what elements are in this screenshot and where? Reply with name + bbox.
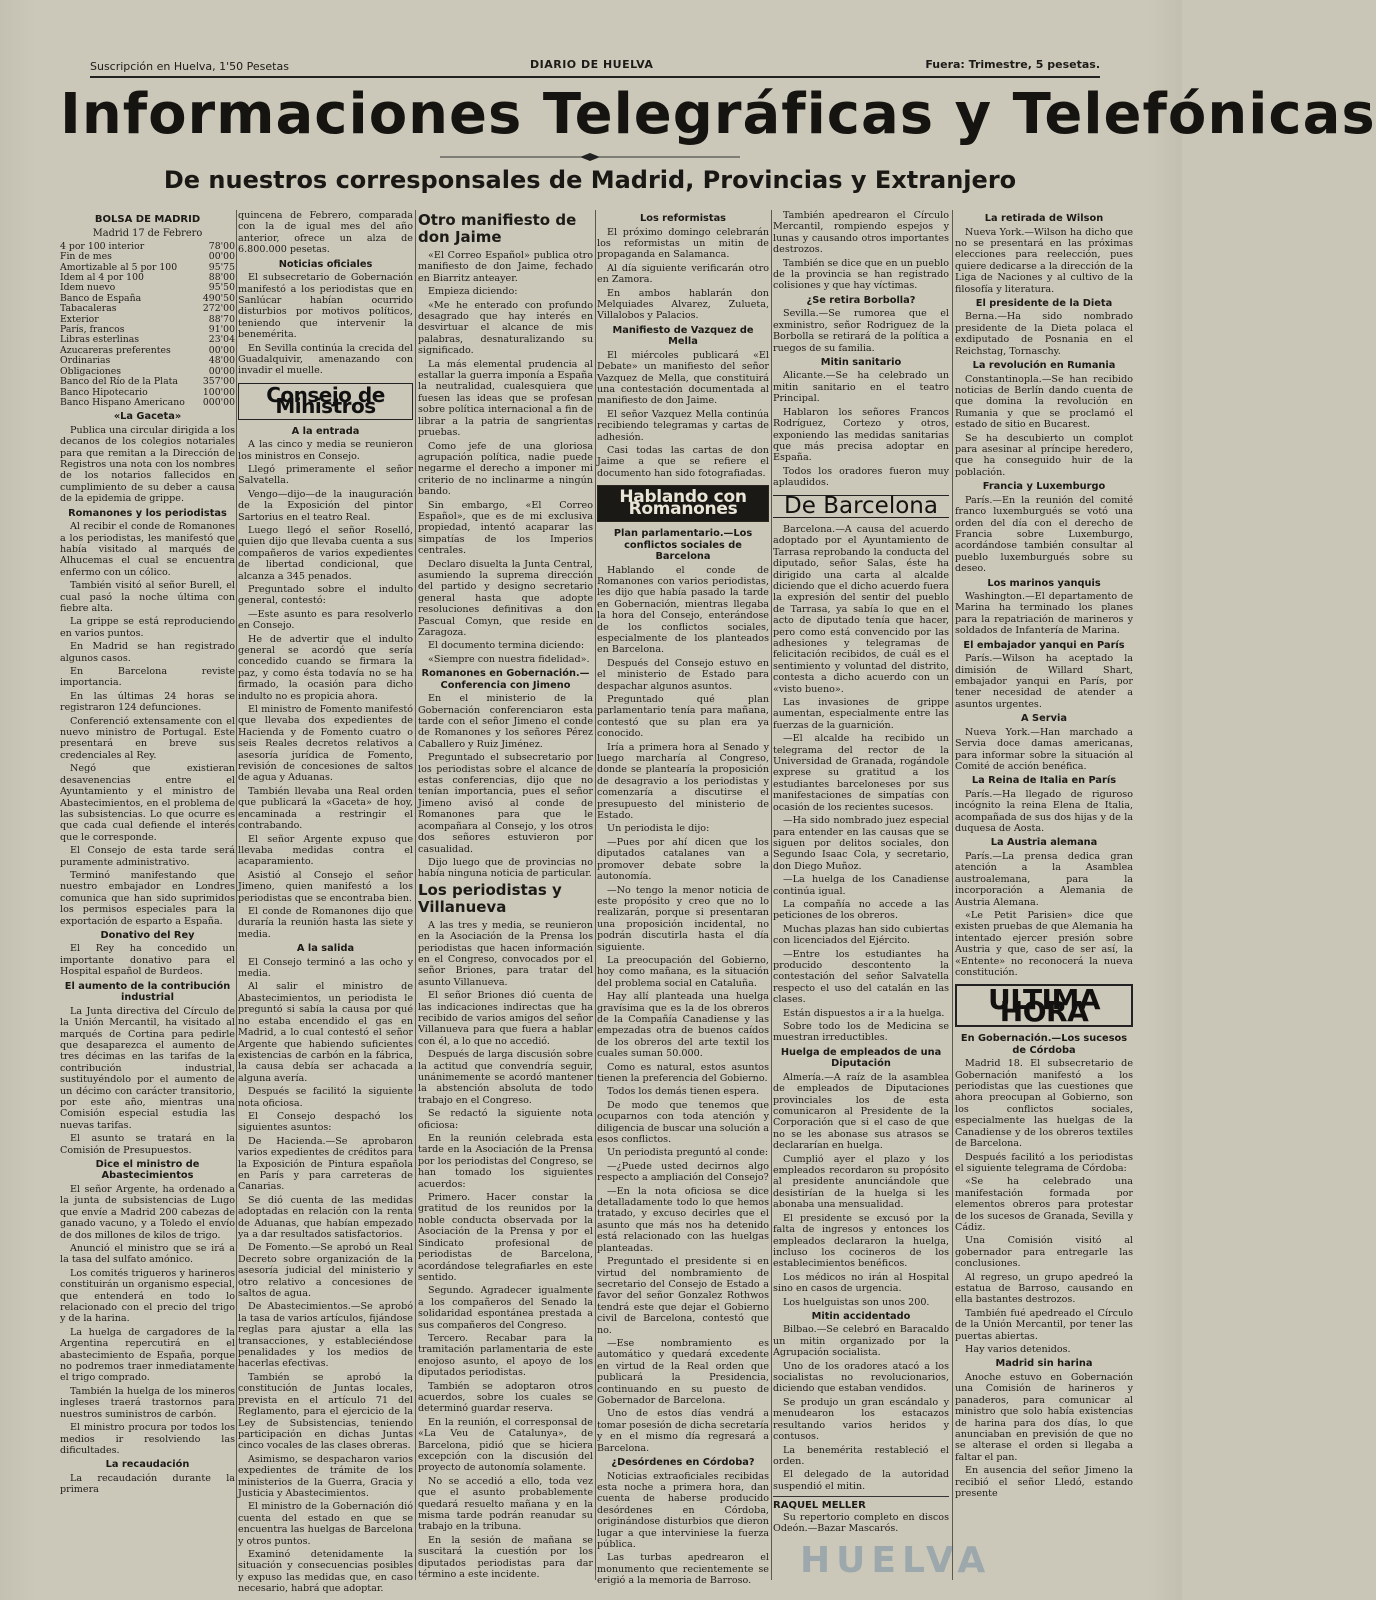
paragraph: Todos los oradores fueron muy aplaudidos. bbox=[773, 465, 949, 489]
paragraph: —¿Puede usted decirnos algo respecto a ampliación del Consejo? bbox=[597, 1160, 769, 1184]
paragraph: Los huelguistas son unos 200. bbox=[783, 1296, 930, 1308]
column-4 bbox=[597, 210, 769, 1590]
section-heading: A la entrada bbox=[291, 425, 360, 437]
paragraph: —Entre los estudiantes ha producido descontento la contestación del señor Salvatella respecto el uso del catalán en las clases. bbox=[773, 948, 949, 1006]
paragraph: Washington.—El departamento de Marina ha terminado los planes para la repatriación de marineros y soldados de Infantería de Marina. bbox=[955, 591, 1133, 637]
section-heading: Huelga de empleados de una Diputación bbox=[780, 1046, 942, 1070]
column-2 bbox=[238, 210, 413, 1595]
paragraph: Se redactó la siguiente nota oficiosa: bbox=[418, 1108, 593, 1131]
paragraph: Bilbao.—Se celebró en Baracaldo un mitin organizado por la Agrupación socialista. bbox=[773, 1324, 949, 1359]
paragraph: El asunto se tratará en la Comisión de Presupuestos. bbox=[60, 1133, 235, 1156]
table-row: París, francos 91'00 bbox=[60, 324, 235, 336]
paragraph: Alicante.—Se ha celebrado un mitin sanitario en el teatro Principal. bbox=[773, 370, 949, 405]
section-heading: La revolución en Rumania bbox=[972, 360, 1116, 372]
paragraph: Todos los demás tienen espera. bbox=[607, 1086, 760, 1098]
paragraph: Primero. Hacer constar la gratitud de los reunidos por la noble conducta observada por la Asociación de la Prensa y por el Sindicato profesional de periodistas de Barcelona, acordándose telegrafiarles en este sentido. bbox=[418, 1192, 593, 1283]
table-row: Ordinarias 48'00 bbox=[60, 355, 235, 367]
section-heading: «La Gaceta» bbox=[113, 411, 182, 423]
paragraph: «Le Petit Parisien» dice que existen pruebas de que Alemania ha intentado ejercer presión sobre Austria y que, caso de ser así, la «Entente» no reconocerá la nueva constitución. bbox=[955, 910, 1133, 979]
paragraph: Hablando el conde de Romanones con varios periodistas, les dijo que había pasado la tarde en Gobernación, mientras llegaba la hora del Consejo, enterándose de los conflictos sociales, especialmente de los planteados en Barcelona. bbox=[597, 564, 769, 656]
paragraph: En las últimas 24 horas se registraron 124 defunciones. bbox=[60, 690, 235, 714]
table-row: Banco Hispano Americano 000'00 bbox=[60, 396, 235, 408]
section-heading: Manifiesto de Vazquez de Mella bbox=[612, 324, 754, 348]
table-row: Banco del Río de la Plata 357'00 bbox=[60, 376, 235, 388]
paragraph: Una Comisión visitó al gobernador para entregarle las conclusiones. bbox=[955, 1235, 1133, 1270]
paragraph: El conde de Romanones dijo que duraría la reunión hasta las siete y media. bbox=[238, 905, 413, 940]
section-heading: Los reformistas bbox=[639, 213, 727, 224]
paragraph: Anunció el ministro que se irá a la tasa del sulfato amónico. bbox=[60, 1243, 235, 1266]
paragraph: El señor Argente, ha ordenado a la junta de subsistencias de Lugo que envíe a Madrid 200 cabezas de ganado vacuno, y a Toledo el envío de dos millones de kilos de trigo. bbox=[60, 1183, 235, 1241]
paragraph: La preocupación del Gobierno, hoy como mañana, es la situación del problema social en Cataluña. bbox=[597, 954, 769, 989]
section-heading: Madrid sin harina bbox=[995, 1358, 1093, 1370]
paragraph: Asistió al Consejo el señor Jimeno, quien manifestó a los periodistas que se encontraba bien. bbox=[238, 869, 413, 904]
paragraph: Los comités trigueros y harineros constituirán un organismo especial, que entenderá en todo lo relacionado con el precio del trigo y de la harina. bbox=[60, 1267, 235, 1325]
table-row: Tabacaleras 272'00 bbox=[60, 303, 235, 315]
column-3 bbox=[418, 210, 593, 1590]
section-heading: ¿Desórdenes en Córdoba? bbox=[611, 1457, 755, 1468]
paragraph: En la reunión, el corresponsal de «La Veu de Catalunya», de Barcelona, pidió que se hiciera excepción con la discusión del proyecto de autonomía solamente. bbox=[418, 1416, 593, 1474]
section-heading: Noticias oficiales bbox=[278, 258, 373, 270]
paragraph: Hay varios detenidos. bbox=[965, 1344, 1071, 1355]
paragraph: El delegado de la autoridad suspendió el mitin. bbox=[773, 1469, 949, 1492]
paragraph: —El alcalde ha recibido un telegrama del rector de la Universidad de Granada, rogándole exprese su gratitud a los estudiantes barceloneses por sus manifestaciones de simpatías con ocasión de los recientes sucesos. bbox=[773, 733, 949, 813]
paragraph: Noticias extraoficiales recibidas esta noche a primera hora, dan cuenta de haberse producido desórdenes en Córdoba, originándose disturbios que dieron lugar a que interviniese la fuerza pública. bbox=[597, 1470, 769, 1550]
paragraph: Su repertorio completo en discos Odeón.—Bazar Mascarós. bbox=[773, 1511, 949, 1534]
section-heading: Dice el ministro de Abastecimientos bbox=[95, 1158, 200, 1182]
table-row: 4 por 100 interior 78'00 bbox=[60, 240, 235, 252]
article-title: Los periodistas y Villanueva bbox=[418, 880, 562, 916]
paragraph: De Hacienda.—Se aprobaron varios expedientes de créditos para la Exposición de Pintura española en París y para carreteras de Canarias. bbox=[238, 1135, 413, 1193]
paragraph: Uno de estos días vendrá a tomar posesión de dicha secretaría y en el mismo día regresará a Barcelona. bbox=[597, 1408, 769, 1454]
section-heading: Donativo del Rey bbox=[100, 929, 195, 941]
column-rule bbox=[771, 210, 772, 1580]
paragraph: Nueva York.—Wilson ha dicho que no se presentará en las próximas elecciones para reelección, pues quiere dedicarse a la dirección de la Liga de Naciones y al cultivo de la filosofía y literatura. bbox=[955, 226, 1133, 295]
paragraph: El ministro de la Gobernación dió cuenta del estado en que se encuentra las huelgas de Barcelona y otros puntos. bbox=[238, 1501, 413, 1547]
ornament-divider-icon bbox=[440, 153, 740, 161]
paragraph: También apedrearon el Círculo Mercantil, rompiendo espejos y lunas y causando otros importantes destrozos. bbox=[773, 210, 949, 256]
paragraph: Iría a primera hora al Senado y luego marcharía al Congreso, donde se plantearía la proposición de desagravio a los periodistas y comenzaría a discutirse el presupuesto del ministerio de Estado. bbox=[597, 741, 769, 822]
paragraph: El Consejo de esta tarde será puramente administrativo. bbox=[60, 845, 235, 868]
paragraph: La Junta directiva del Círculo de la Unión Mercantil, ha visitado al marqués de Cortina para pedirle que desaparezca el aumento de tres décimas en las tarifas de la contribución industrial, sustituyéndolo por el aumento de un décimo con carácter transitorio, por este año, mientras una Comisión especial estudia las nuevas tarifas. bbox=[60, 1005, 235, 1131]
paragraph: El señor Argente expuso que llevaba medidas contra el acaparamiento. bbox=[238, 833, 413, 868]
paragraph: Sin embargo, «El Correo Español», que es de mi exclusiva propiedad, intentó acaparar las simpatías de los Imperios centrales. bbox=[418, 499, 593, 557]
paragraph: La grippe se está reproduciendo en varios puntos. bbox=[60, 616, 235, 639]
column-5 bbox=[773, 210, 949, 1590]
paragraph: Barcelona.—A causa del acuerdo adoptado por el Ayuntamiento de Tarrasa reprobando la conducta del diputado, señor Salas, éste ha dirigido una carta al alcalde diciendo que el dicho acuerdo fuera la expresión del sentir del pueblo de Tarrasa, ya sabía lo que en el acto de diputado tenía que hacer, pero como está convencido por las adhesiones y telegramas de felicitación recibidos, de cuál es el sentimiento y voluntad del distrito, contesta a dicho acuerdo con un «visto bueno». bbox=[773, 523, 949, 695]
paragraph: París.—Ha llegado de riguroso incógnito la reina Elena de Italia, acompañada de sus dos hijas y de la duquesa de Aosta. bbox=[955, 788, 1133, 835]
column-rule bbox=[236, 210, 237, 1580]
section-heading: Mitin sanitario bbox=[820, 356, 902, 368]
paragraph: A las tres y media, se reunieron en la Asociación de la Prensa los periodistas que hacen información en el Congreso, convocados por el señor Briones, para tratar del asunto Villanueva. bbox=[418, 919, 593, 988]
paragraph: El Rey ha concedido un importante donativo para el Hospital español de Burdeos. bbox=[60, 943, 235, 978]
paragraph: Preguntado sobre el indulto general, contestó: bbox=[238, 583, 413, 607]
paragraph: Casi todas las cartas de don Jaime a que se refiere el documento han sido fotografiadas. bbox=[597, 445, 769, 479]
paragraph: En el ministerio de la Gobernación conferenciaron esta tarde con el señor Jimeno el conde de Romanones y los señores Pérez Caballero y Ruiz Jiménez. bbox=[418, 693, 593, 750]
page-subheadline: De nuestros corresponsales de Madrid, Provincias y Extranjero bbox=[163, 166, 1017, 194]
paragraph: Luego llegó el señor Roselló, quien dijo que llevaba cuenta a sus compañeros de varios expedientes de libertad condicional, que alcanza a 345 penados. bbox=[238, 524, 413, 582]
paragraph: También llevaba una Real orden que publicará la «Gaceta» de hoy, encaminada a restringir el contrabando. bbox=[238, 785, 413, 832]
bolsa-date: Madrid 17 de Febrero bbox=[92, 228, 203, 240]
paragraph: En Barcelona reviste importancia. bbox=[60, 666, 235, 689]
paragraph: De modo que tenemos que ocuparnos con toda atención y diligencia de buscar una solución a esos conflictos. bbox=[597, 1099, 769, 1146]
paragraph: Cumplió ayer el plazo y los empleados recordaron su propósito al presidente anunciándole que desistirían de la huelga si les abonaba una mensualidad. bbox=[773, 1153, 949, 1211]
paragraph: «Siempre con nuestra fidelidad». bbox=[428, 653, 590, 665]
table-row: Banco Hipotecario 100'00 bbox=[60, 386, 235, 398]
paragraph: Después del Consejo estuvo en el ministerio de Estado para despachar algunos asuntos. bbox=[597, 657, 769, 692]
section-heading: A la salida bbox=[296, 943, 355, 955]
paragraph: —Este asunto es para resolverlo en Consejo. bbox=[238, 608, 413, 632]
paragraph: Uno de los oradores atacó a los socialistas no revolucionarios, diciendo que estaban vendidos. bbox=[773, 1360, 949, 1395]
section-heading: Romanones y los periodistas bbox=[68, 507, 227, 519]
paragraph: Al salir el ministro de Abastecimientos, un periodista le preguntó si sabía la causa por qué no estaba encendido el gas en Madrid, a lo cual contestó el señor Argente que habiendo suficientes existencias de carbón en la fábrica, la causa debía ser achacada a alguna avería. bbox=[238, 981, 413, 1084]
section-heading: La recaudación bbox=[105, 1459, 190, 1471]
paragraph: Al día siguiente verificarán otro en Zamora. bbox=[597, 262, 769, 286]
paragraph: Berna.—Ha sido nombrado presidente de la Dieta polaca el exdiputado de Posnania en el Reichstag, Tornaschy. bbox=[955, 311, 1133, 357]
paragraph: «El Correo Español» publica otro manifiesto de don Jaime, fechado en Biarritz anteayer. bbox=[418, 250, 593, 284]
paragraph: Se produjo un gran escándalo y menudearon los estacazos resultando varios heridos y contusos. bbox=[773, 1396, 949, 1443]
paragraph: Segundo. Agradecer igualmente a los compañeros del Senado la solidaridad espontánea prestada a sus compañeros del Congreso. bbox=[418, 1285, 593, 1331]
paragraph: «Me he enterado con profundo desagrado que hay interés en desvirtuar el alcance de mis palabras, desnaturalizando su significado. bbox=[418, 299, 593, 357]
article-title: Otro manifiesto de don Jaime bbox=[418, 211, 577, 246]
paragraph: De Fomento.—Se aprobó un Real Decreto sobre organización de la asesoría judicial del ministerio y otro relativo a concesiones de saltos de agua. bbox=[238, 1242, 413, 1300]
paragraph: Al recibir el conde de Romanones a los periodistas, les manifestó que había visitado al marqués de Alhucemas el cual se encuentra enfermo con un cólico. bbox=[60, 521, 235, 578]
paragraph: —Ha sido nombrado juez especial para entender en las causas que se siguen por delitos sociales, don Segundo Isaac Cola, y secretario, don Diego Muñoz. bbox=[773, 815, 949, 872]
section-heading: La retirada de Wilson bbox=[984, 213, 1104, 224]
table-row: Idem nuevo 95'50 bbox=[60, 282, 235, 294]
paragraph: Las invasiones de grippe aumentan, especialmente entre las fuerzas de la guarnición. bbox=[773, 697, 949, 731]
paragraph: «Se ha celebrado una manifestación formada por elementos obreros para protestar de los sucesos de Granada, Sevilla y Cádiz. bbox=[955, 1176, 1133, 1233]
section-heading: La Reina de Italia en París bbox=[971, 775, 1117, 787]
paragraph: No se accedió a ello, toda vez que el asunto probablemente quedará resuelto mañana y en la misma tarde podrán reanudar su trabajo en la tribuna. bbox=[418, 1475, 593, 1533]
paragraph: El señor Briones dió cuenta de las indicaciones indirectas que ha recibido de varios amigos del señor Villanueva para que fuera a hablar con él, a lo que no accedió. bbox=[418, 990, 593, 1047]
paragraph: Publica una circular dirigida a los decanos de los colegios notariales para que remitan a la Dirección de Registros una nota con los nombres de los notarios fallecidos en cumplimiento de su deber a causa de la epidemia de grippe. bbox=[60, 424, 235, 505]
section-heading: ¿Se retira Borbolla? bbox=[806, 294, 916, 306]
paragraph: Tercero. Recabar para la tramitación parlamentaria de este enojoso asunto, el apoyo de los diputados periodistas. bbox=[418, 1332, 593, 1379]
paragraph: La recaudación durante la primera bbox=[60, 1472, 235, 1496]
advert-title: RAQUEL MELLER bbox=[773, 1496, 949, 1511]
paragraph: También fué apedreado el Círculo de la Unión Mercantil, por tener las puertas abiertas. bbox=[955, 1307, 1133, 1342]
section-heading: Plan parlamentario.—Los conflictos sociales de Barcelona bbox=[613, 528, 753, 563]
section-heading: Los marinos yanquis bbox=[987, 577, 1101, 589]
table-row: Banco de España 490'50 bbox=[60, 292, 235, 304]
paragraph: Después de larga discusión sobre la actitud que convendría seguir, unánimemente se acordó mantener la abstención absoluta de todo trabajo en el Congreso. bbox=[418, 1049, 593, 1106]
paragraph: Almería.—A raíz de la asamblea de empleados de Diputaciones provinciales los de esta comunicaron al Presidente de la Corporación que si el caso de que no se les abonase sus atrasos se declararían en huelga. bbox=[773, 1071, 949, 1152]
paragraph: En la reunión celebrada esta tarde en la Asociación de la Prensa por los periodistas del Congreso, se han tomado los siguientes acuerdos: bbox=[418, 1133, 593, 1190]
paragraph: París.—La prensa dedica gran atención a la Asamblea austroalemana, para la incorporación a Alemania de Austria Alemana. bbox=[955, 850, 1133, 908]
subscription-outside: Fuera: Trimestre, 5 pesetas. bbox=[925, 58, 1100, 71]
section-heading: Romanones en Gobernación.—Conferencia con Jimeno bbox=[421, 668, 590, 691]
paragraph: Declaro disuelta la Junta Central, asumiendo la suprema dirección del partido y designo secretario general hasta que adopte resoluciones definitivas a don Pascual Comyn, que reside en Zaragoza. bbox=[418, 558, 593, 638]
paragraph: Terminó manifestando que nuestro embajador en Londres comunica que han sido suprimidos los permisos especiales para la exportación de esparto a España. bbox=[60, 869, 235, 927]
masthead bbox=[90, 58, 1100, 78]
paragraph: En la sesión de mañana se suscitará la cuestión por los diputados periodistas para dar término a este incidente. bbox=[418, 1534, 593, 1581]
paragraph: Un periodista le dijo: bbox=[607, 823, 710, 835]
section-heading: Francia y Luxemburgo bbox=[982, 481, 1106, 493]
paragraph: París.—Wilson ha aceptado la dimisión de Willard Shart, embajador yanqui en París, por tener necesidad de atender a asuntos urgentes. bbox=[955, 653, 1133, 710]
paragraph: Hablaron los señores Francos Rodríguez, Cortezo y otros, exponiendo las medidas sanitarias que más precisa adoptar en España. bbox=[773, 406, 949, 464]
consejo-banner: Consejo de Ministros bbox=[238, 383, 413, 420]
paragraph: El ministro de Fomento manifestó que llevaba dos expedientes de Hacienda y de Fomento cuatro o seis Reales decretos relativos a asesoría jurídica de Fomento, revisión de concesiones de saltos de agua y Aduanas. bbox=[238, 704, 413, 784]
paragraph: —No tengo la menor noticia de este propósito y creo que no lo realizarán, porque si presentaran una proposición incidental, no podrán discutirla hasta el día siguiente. bbox=[597, 884, 769, 953]
section-heading: El presidente de la Dieta bbox=[975, 297, 1113, 309]
paragraph: —En la nota oficiosa se dice detalladamente todo lo que hemos tratado, y excuso decirles que el asunto que más nos ha detenido está relacionado con las huelgas planteadas. bbox=[597, 1185, 769, 1254]
page-headline: Informaciones Telegráficas y Telefónicas bbox=[60, 82, 1376, 147]
paragraph: Hay allí planteada una huelga gravísima que es la de los obreros de la Compañía Canadiense y las empezadas otra de buenos caídos de los obreros del arte textil los cuales suman 50.000. bbox=[597, 991, 769, 1060]
paragraph: Sobre todo los de Medicina se muestran irreductibles. bbox=[773, 1021, 949, 1044]
section-heading: A Servia bbox=[1021, 713, 1067, 725]
paragraph: El ministro procura por todos los medios ir resolviendo las dificultades. bbox=[60, 1422, 235, 1456]
paragraph: París.—En la reunión del comité franco luxemburgués se votó una orden del día con el derecho de Francia sobre Luxemburgo, acordándose también consultar al pueblo luxemburgués sobre su deseo. bbox=[955, 494, 1133, 575]
section-heading: En Gobernación.—Los sucesos de Córdoba bbox=[960, 1033, 1128, 1056]
paragraph: También visitó al señor Burell, el cual pasó la noche última con fiebre alta. bbox=[60, 580, 235, 614]
paragraph: En Sevilla continúa la crecida del Guadalquivir, amenazando con invadir el muelle. bbox=[238, 342, 413, 377]
paragraph: Preguntado el presidente si en virtud del nombramiento de secretario del Consejo de Estado a favor del señor Gonzalez Rothwos tendrá este que dejar el Gobierno civil de Barcelona, contestó que no. bbox=[597, 1256, 769, 1336]
barcelona-banner: De Barcelona bbox=[773, 495, 949, 518]
paragraph: Madrid 18. El subsecretario de Gobernación manifestó a los periodistas que las cuestiones que ahora preocupan al Gobierno, son los conflictos sociales, especialmente las huelgas de la Canadiense y de los obreros textiles de Barcelona. bbox=[955, 1058, 1133, 1150]
paragraph: El señor Vazquez Mella continúa recibiendo telegramas y cartas de adhesión. bbox=[597, 408, 769, 443]
section-heading: Mitin accidentado bbox=[811, 1310, 911, 1322]
table-row: Azucareras preferentes 00'00 bbox=[60, 344, 235, 356]
hablando-banner: Hablando con Romanones bbox=[597, 485, 769, 522]
paragraph: En ambos hablarán don Melquiades Alvarez, Zulueta, Villalobos y Palacios. bbox=[597, 287, 769, 322]
column-6 bbox=[955, 210, 1133, 1590]
column-rule bbox=[952, 210, 953, 1580]
paragraph: El documento termina diciendo: bbox=[428, 640, 585, 652]
paragraph: Preguntado el subsecretario por los periodistas sobre el alcance de estas conferencias, dijo que no tenían importancia, pues el señor Jimeno avisó al conde de Romanones para que le acompañara al Consejo, y los otros dos señores estuvieron por casualidad. bbox=[418, 752, 593, 855]
paragraph: También la huelga de los mineros ingleses traerá trastornos para nuestros suministros de carbón. bbox=[60, 1385, 235, 1420]
table-row: Exterior 88'70 bbox=[60, 313, 235, 325]
paragraph: —Ese nombramiento es automático y quedará excedente en virtud de la Real orden que publicará la Presidencia, continuando en su puesto de Gobernador de Barcelona. bbox=[597, 1337, 769, 1406]
paragraph: quincena de Febrero, comparada con la de igual mes del año anterior, ofrece un alza de 6.800.000 pesetas. bbox=[238, 210, 413, 256]
paragraph: La más elemental prudencia al estallar la guerra imponía a España la neutralidad, cualesquiera que fuesen las ideas que se profesan sobre política internacional a fin de librar a la patria de sangrientas pruebas. bbox=[418, 358, 593, 439]
paragraph: En ausencia del señor Jimeno la recibió el señor Lledó, estando presente bbox=[955, 1465, 1133, 1499]
paragraph: Negó que existieran desavenencias entre el Ayuntamiento y el ministro de Abastecimientos, en el problema de las subsistencias. Lo que ocurre es que cada cual defiende el interés que le corresponde. bbox=[60, 763, 235, 843]
paragraph: El próximo domingo celebrarán los reformistas un mitin de propaganda en Salamanca. bbox=[597, 226, 769, 261]
paragraph: El presidente se excusó por la falta de ingresos y entonces los empleados declararon la huelga, incluso los cocineros de los establecimientos benéficos. bbox=[773, 1212, 949, 1270]
paragraph: Después facilitó a los periodistas el siguiente telegrama de Córdoba: bbox=[955, 1151, 1133, 1174]
table-row: Amortizable al 5 por 100 95'75 bbox=[60, 261, 235, 273]
column-rule bbox=[415, 210, 416, 1580]
section-heading: La Austria alemana bbox=[990, 837, 1098, 849]
bolsa-table bbox=[60, 242, 235, 409]
table-row: Idem al 4 por 100 88'00 bbox=[60, 272, 235, 284]
paragraph: El subsecretario de Gobernación manifestó a los periodistas que en Sanlúcar habían ocurrido disturbios por motivos políticos, teniendo que intervenir la benemérita. bbox=[238, 272, 413, 341]
table-row: Fin de mes 00'00 bbox=[60, 251, 235, 263]
paragraph: Empieza diciendo: bbox=[428, 286, 518, 298]
paragraph: Después se facilitó la siguiente nota oficiosa. bbox=[238, 1086, 413, 1109]
paragraph: Muchas plazas han sido cubiertas con licenciados del Ejército. bbox=[773, 923, 949, 947]
paragraph: La benemérita restableció el orden. bbox=[773, 1444, 949, 1467]
column-1 bbox=[60, 210, 235, 1590]
paragraph: También se aprobó la constitución de Juntas locales, prevista en el artículo 71 del Reglamento, para el ejercicio de la Ley de Subsistencias, teniendo participación en dichas Juntas cinco vocales de las clases obreras. bbox=[238, 1371, 413, 1452]
paragraph: Sevilla.—Se rumorea que el exministro, señor Rodriguez de la Borbolla se retirará de la política a ruegos de su familia. bbox=[773, 308, 949, 354]
paragraph: El miércoles publicará «El Debate» un manifiesto del señor Vazquez de Mella, que constituirá una contestación documentada al manifiesto de don Jaime. bbox=[597, 349, 769, 407]
paragraph: También se dice que en un pueblo de la provincia se han registrado colisiones y que hay víctimas. bbox=[773, 257, 949, 292]
library-stamp: HUELVA bbox=[800, 1540, 992, 1581]
paragraph: Al regreso, un grupo apedreó la estatua de Barroso, causando en ella bastantes destrozos. bbox=[955, 1271, 1133, 1306]
paragraph: Llegó primeramente el señor Salvatella. bbox=[238, 463, 413, 487]
paragraph: Nueva York.—Han marchado a Servia doce damas americanas, para informar sobre la situación al Comité de acción benéfica. bbox=[955, 726, 1133, 772]
paragraph: Las turbas apedrearon el monumento que recientemente se erigió a la memoria de Barroso. bbox=[597, 1552, 769, 1587]
paragraph: Constantinopla.—Se han recibido noticias de Berlín dando cuenta de que domina la revolución en Rumania y que se proclamó el estado de sitio en Bucarest. bbox=[955, 373, 1133, 431]
paragraph: En Madrid se han registrado algunos casos. bbox=[60, 641, 235, 664]
paragraph: A las cinco y media se reunieron los ministros en Consejo. bbox=[238, 439, 413, 462]
paragraph: El Consejo terminó a las ocho y media. bbox=[238, 956, 413, 980]
paragraph: Anoche estuvo en Gobernación una Comisión de harineros y panaderos, para comunicar al ministro que solo había existencias de harina para dos días, lo que anunciaban en previsión de que no se alterase el orden si llegaba a faltar el pan. bbox=[955, 1371, 1133, 1463]
paragraph: La huelga de cargadores de la Argentina repercutirá en el abastecimiento de España, porque no podremos traer inmediatamente el trigo comprado. bbox=[60, 1326, 235, 1384]
paragraph: —La huelga de los Canadiense continúa igual. bbox=[773, 874, 949, 897]
paragraph: Asimismo, se despacharon varios expedientes de trámite de los ministerios de la Guerra, Gracia y Justicia y Abastecimientos. bbox=[238, 1453, 413, 1499]
paragraph: El Consejo despachó los siguientes asuntos: bbox=[238, 1110, 413, 1134]
newspaper-name: DIARIO DE HUELVA bbox=[530, 58, 654, 71]
subscription-local: Suscripción en Huelva, 1'50 Pesetas bbox=[90, 60, 289, 73]
column-rule bbox=[595, 210, 596, 1580]
paragraph: Dijo luego que de provincias no había ninguna noticia de particular. bbox=[418, 856, 593, 880]
table-row: Libras esterlinas 23'04 bbox=[60, 334, 235, 346]
paragraph: La compañía no accede a las peticiones de los obreros. bbox=[773, 898, 949, 922]
paragraph: Como es natural, estos asuntos tienen la preferencia del Gobierno. bbox=[597, 1061, 769, 1084]
paragraph: Se dió cuenta de las medidas adoptadas en relación con la renta de Aduanas, que habían empezado ya a dar resultados satisfactorios. bbox=[238, 1194, 413, 1240]
bolsa-title: BOLSA DE MADRID bbox=[94, 214, 201, 225]
paragraph: Como jefe de una gloriosa agrupación política, nadie puede negarme el derecho a imponer mi criterio de no inclinarme a ningún bando. bbox=[418, 440, 593, 498]
ultima-hora-banner: ULTIMA HORA bbox=[955, 984, 1133, 1027]
table-row: Obligaciones 00'00 bbox=[60, 365, 235, 377]
paragraph: Conferenció extensamente con el nuevo ministro de Portugal. Este presentará en breve sus credenciales al Rey. bbox=[60, 715, 235, 761]
paragraph: De Abastecimientos.—Se aprobó la tasa de varios artículos, fijándose reglas para ajustar a ella las transacciones, y estableciéndose penalidades y los medios de hacerlas efectivas. bbox=[238, 1301, 413, 1370]
paragraph: Vengo—dijo—de la inauguración de la Exposición del pintor Sartorius en el teatro Real. bbox=[238, 488, 413, 523]
section-heading: El aumento de la contribución industrial bbox=[64, 980, 231, 1004]
paragraph: He de advertir que el indulto general se acordó que sería concedido cuando se firmara la paz, y como ésta todavía no se ha firmado, la ocasión para dicho indulto no es propicia ahora. bbox=[238, 633, 413, 702]
paragraph: Están dispuestos a ir a la huelga. bbox=[783, 1007, 945, 1019]
paragraph: —Pues por ahí dicen que los diputados catalanes van a promover debate sobre la autonomía. bbox=[597, 836, 769, 883]
paragraph: También se adoptaron otros acuerdos, sobre los cuales se determinó guardar reserva. bbox=[418, 1380, 593, 1415]
paragraph: Un periodista preguntó al conde: bbox=[607, 1147, 769, 1159]
paragraph: Se ha descubierto un complot para asesinar al príncipe heredero, que ha conseguido huir de la población. bbox=[955, 432, 1133, 478]
paragraph: Examinó detenidamente la situación y consecuencias posibles y expuso las medidas que, en caso necesario, habrá que adoptar. bbox=[238, 1548, 413, 1595]
section-heading: El embajador yanqui en París bbox=[963, 639, 1125, 651]
paragraph: Los médicos no irán al Hospital sino en casos de urgencia. bbox=[773, 1271, 949, 1295]
paragraph: Preguntado qué plan parlamentario tenía para mañana, contestó que su plan era ya conocido. bbox=[597, 694, 769, 740]
